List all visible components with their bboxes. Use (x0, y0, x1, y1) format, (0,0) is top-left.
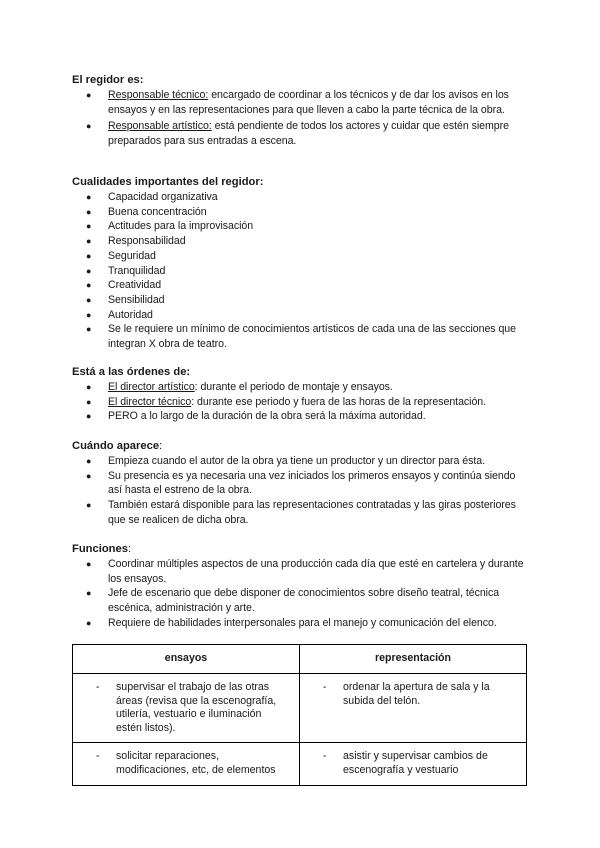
bullet-icon: ● (86, 309, 92, 320)
item-lead: Responsable técnico: (108, 89, 209, 101)
column-header-ensayos: ensayos (73, 645, 300, 674)
bullet-icon: ● (86, 617, 92, 628)
bullet-icon: ● (86, 559, 92, 569)
list-item (72, 498, 532, 527)
item-text: Jefe de escenario que debe disponer de conocimientos sobre diseño teatral, técnica escénica, administración y arte. (108, 587, 500, 615)
list-item (72, 557, 532, 586)
bullet-icon: ● (86, 324, 92, 335)
dash-marker: - (323, 750, 327, 763)
item-lead: Responsable artístico: (108, 120, 212, 133)
table-cell (73, 674, 300, 743)
heading-text: Funciones (72, 543, 128, 555)
heading-text: Cuándo aparece (72, 440, 160, 452)
list-item (72, 219, 532, 234)
bullet-icon: ● (86, 588, 92, 599)
bullet-icon: ● (86, 121, 92, 132)
section-heading: Está a las órdenes de: (72, 366, 191, 378)
dash-marker: - (96, 681, 100, 693)
item-text: También estará disponible para las representaciones contratadas y las giras posteriores que se realicen de dicha obra. (108, 499, 516, 526)
table-cell (300, 674, 527, 743)
list-item (72, 380, 532, 395)
bullet-icon: ● (86, 221, 92, 232)
bullet-list (72, 88, 532, 149)
item-text: Capacidad organizativa (108, 191, 218, 203)
list-item (72, 249, 532, 264)
bullet-icon: ● (86, 206, 92, 217)
cell-text: solicitar reparaciones, modificaciones, etc, de elementos (116, 750, 276, 776)
item-text: Requiere de habilidades interpersonales para el manejo y comunicación del elenco. (108, 616, 497, 629)
item-text: : durante ese periodo y fuera de las horas de la representación. (191, 395, 487, 408)
item-text: Responsabilidad (108, 235, 186, 248)
list-item (72, 586, 532, 615)
bullet-icon: ● (86, 294, 92, 305)
section-heading (72, 439, 532, 454)
table-cell (73, 743, 300, 786)
bullet-list (72, 380, 532, 424)
section-heading: El regidor es: (72, 74, 144, 86)
table-header-row (73, 645, 527, 674)
bullet-icon: ● (86, 90, 92, 100)
list-item (72, 190, 532, 205)
list-item (72, 322, 532, 351)
table-row (73, 674, 527, 743)
item-text: está pendiente de todos los actores y cuidar que estén siempre preparados para sus entradas a escena. (108, 120, 509, 148)
item-text: Actitudes para la improvisación (108, 220, 254, 233)
list-item (72, 293, 532, 308)
list-item (72, 119, 532, 148)
item-text: Empieza cuando el autor de la obra ya tiene un productor y un director para ésta. (108, 455, 485, 467)
item-text: : durante el periodo de montaje y ensayos. (194, 381, 393, 393)
list-item (72, 409, 532, 424)
bullet-icon: ● (86, 265, 92, 276)
section-cualidades (72, 175, 532, 352)
cell-text: asistir y supervisar cambios de escenografía y vestuario (343, 750, 488, 776)
item-text: Sensibilidad (108, 293, 165, 306)
list-item (72, 454, 532, 469)
section-funciones (72, 542, 532, 631)
item-text: Su presencia es ya necesaria una vez iniciados los primeros ensayos y continúa siendo así hasta el estreno de la obra. (108, 469, 516, 497)
bullet-list (72, 557, 532, 631)
bullet-icon: ● (86, 396, 92, 407)
item-text: Creatividad (108, 279, 162, 292)
bullet-icon: ● (86, 456, 92, 466)
item-text: PERO a lo largo de la duración de la obra será la máxima autoridad. (108, 410, 426, 423)
section-ordenes (72, 365, 532, 424)
list-item (72, 88, 532, 117)
list-item (72, 616, 532, 631)
dash-marker: - (96, 750, 100, 763)
column-header-representacion: representación (300, 645, 527, 674)
item-text: Coordinar múltiples aspectos de una producción cada día que esté en cartelera y durante los ensayos. (108, 558, 524, 585)
item-text: Seguridad (108, 249, 156, 262)
list-item (72, 278, 532, 293)
table-cell (300, 743, 527, 786)
bullet-list (72, 454, 532, 528)
list-item (72, 469, 532, 498)
item-text: Buena concentración (108, 205, 207, 218)
bullet-icon: ● (86, 411, 92, 422)
cell-text: supervisar el trabajo de las otras áreas (revisa que la escenografía, utilería, vestuario e iluminación estén listos). (116, 681, 277, 734)
bullet-icon: ● (86, 280, 92, 291)
item-text: Tranquilidad (108, 264, 166, 277)
bullet-icon: ● (86, 470, 92, 481)
bullet-icon: ● (86, 236, 92, 247)
item-lead: El director técnico (108, 395, 192, 408)
cell-text: ordenar la apertura de sala y la subida del telón. (343, 681, 490, 707)
list-item (72, 234, 532, 249)
section-heading: Cualidades importantes del regidor: (72, 176, 264, 188)
bullet-icon: ● (86, 500, 92, 511)
dash-marker: - (323, 681, 327, 693)
bullet-list (72, 190, 532, 352)
list-item (72, 395, 532, 410)
list-item (72, 205, 532, 220)
bullet-icon: ● (86, 192, 92, 202)
item-lead: El director artístico (108, 381, 195, 393)
section-aparece (72, 439, 532, 528)
item-text: Se le requiere un mínimo de conocimientos artísticos de cada una de las secciones que integran X obra de teatro. (108, 323, 516, 351)
section-heading (72, 542, 532, 557)
section-regidor (72, 73, 532, 149)
list-item (72, 308, 532, 323)
heading-suffix: : (159, 440, 163, 452)
roles-table (72, 644, 527, 786)
bullet-icon: ● (86, 250, 92, 261)
list-item (72, 264, 532, 279)
table-row (73, 743, 527, 786)
item-text: Autoridad (108, 308, 153, 321)
item-text: encargado de coordinar a los técnicos y de dar los avisos en los ensayos y en las representaciones para que lleven a cabo la parte técnica de la obra. (108, 89, 509, 116)
bullet-icon: ● (86, 382, 92, 392)
heading-suffix: : (127, 543, 132, 555)
